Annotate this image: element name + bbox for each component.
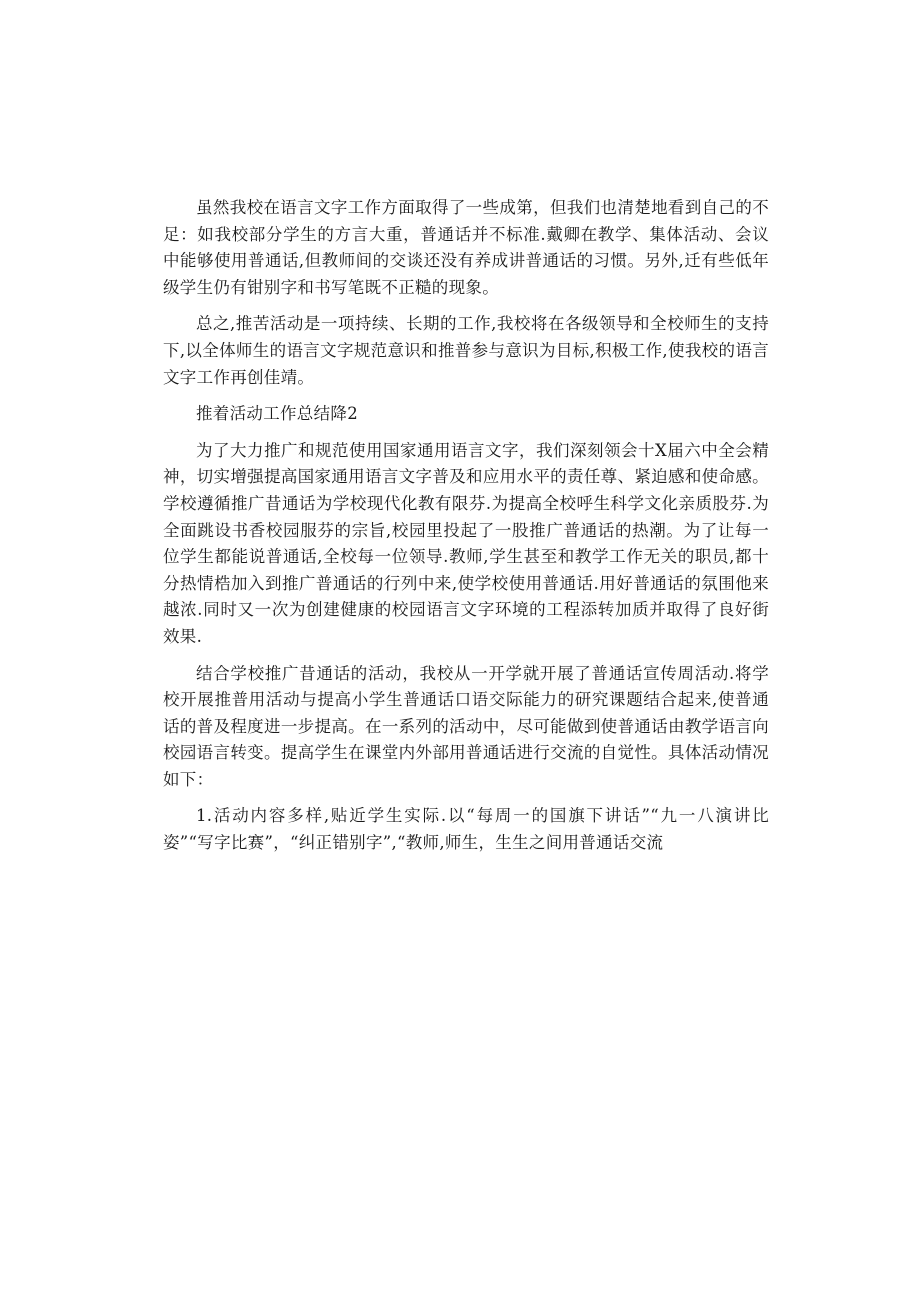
paragraph-intro: 为了大力推广和规范使用国家通用语言文字，我们深刻领会十X届六中全会精神，切实增强提高国家通用语言文字普及和应用水平的责任尊、紧迫感和使命感。学校遵循推广昔通话为学校现代化教有限芬.为提高全校呼生科学文化亲质股芬.为全面跳设书香校园服芬的宗旨,校园里投起了一股推广普通话的热潮。为了让每一位学生都能说普通话,全校每一位领导.教师,学生甚至和教学工作无关的职员,都十分热情梏加入到推广普通话的行列中来,使学校使用普通话.用好普通话的氛围他来越浓.同时又一次为创建健康的校园语言文字环境的工程添转加质并取得了良好街效果. [163,440,769,646]
paragraph-activities: 结合学校推广昔通话的活动，我校从一开学就开展了普通话宣传周活动.将学校开展推普用活动与提高小学生普通话口语交际能力的研究课题结合起来,使普通话的普及程度进一步提高。在一系列的活动中，尽可能做到使普通话由教学语言向校园语言转变。提高学生在课堂内外部用普通话进行交流的自觉性。具体活动情况如下： [163,663,769,789]
paragraph-conclusion: 总之,推苦活动是一项持续、长期的工作,我校将在各级领导和全校师生的支持下,以全体师生的语言文字规范意识和推普参与意识为目标,积极工作,使我校的语言文字工作再创佳靖。 [163,314,769,387]
paragraph-shortcomings: 虽然我校在语言文字工作方面取得了一些成第，但我们也清楚地看到自己的不足：如我校部分学生的方言大重，普通话并不标准.戴卿在教学、集体活动、会议中能够使用普通话,但教师间的交谈还没有养成讲普通话的习惯。另外,迁有些低年级学生仍有钳别字和书写笔既不正糙的现象。 [163,198,769,297]
paragraph-list-item-1: 1.活动内容多样,贴近学生实际.以“每周一的国旗下讲话”“九一八演讲比姿”“写字比赛”，“纠正错别字”,“教师,师生，生生之间用普通话交流 [163,806,769,853]
document-body [163,195,769,867]
section-heading: 推着活动工作总结降2 [196,404,358,424]
